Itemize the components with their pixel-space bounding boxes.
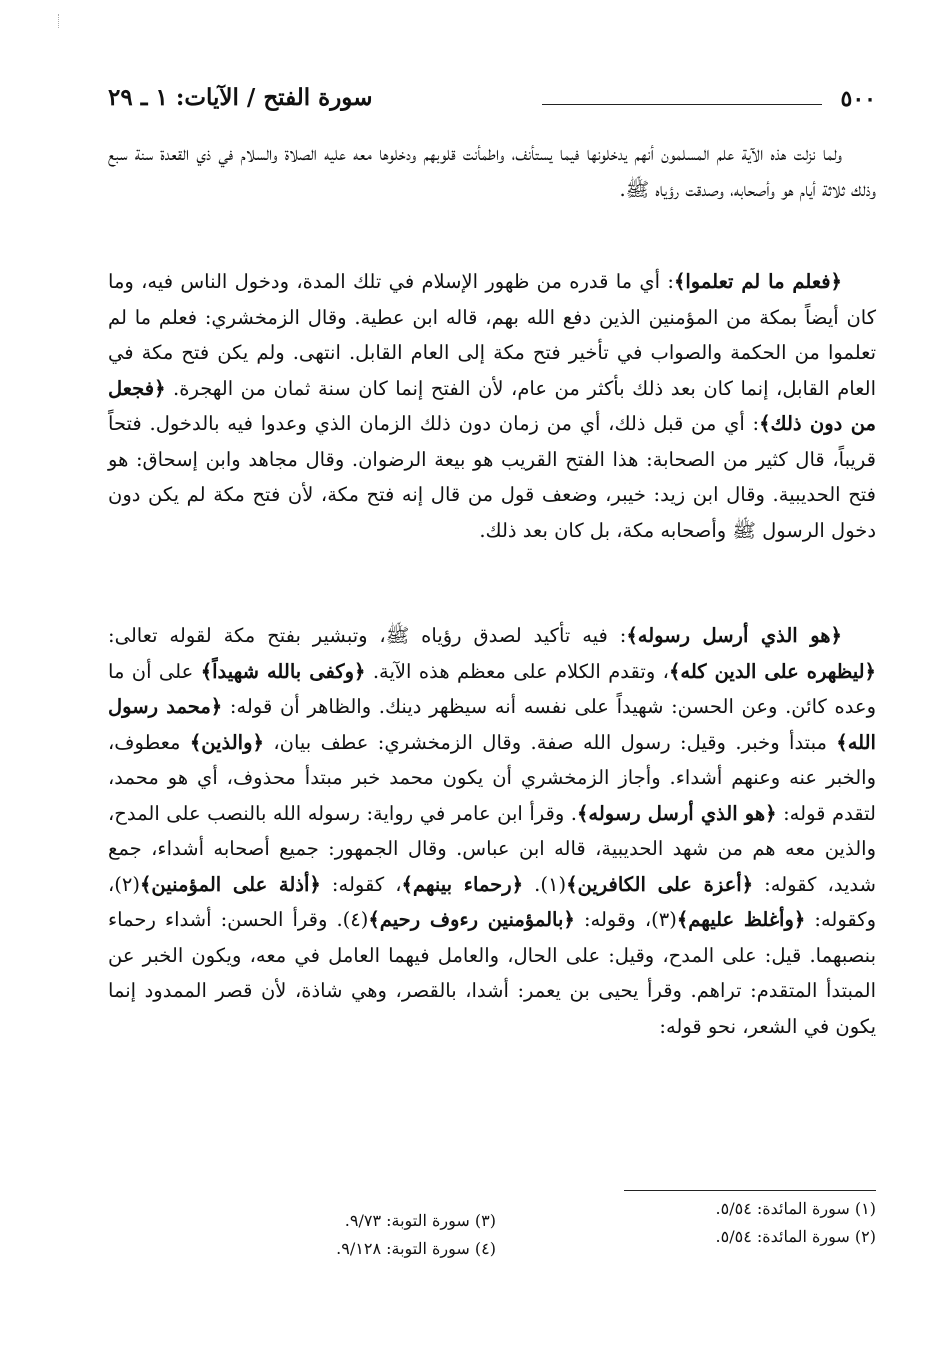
body-paragraph: [108, 136, 876, 207]
quran-quote: ﴿هو الذي أرسل رسوله﴾: [626, 624, 842, 647]
body-paragraph: [108, 618, 876, 1044]
paragraph-text: (٣)، وقوله:: [574, 908, 677, 931]
quran-quote: ﴿وأغلظ عليهم﴾: [676, 908, 806, 931]
paragraph-text: معطوف، والخبر عنه وعنهم أشداء. وأجاز الزمخشري أن يكون محمد خبر مبتدأ محذوف، أي هو محمد، لتقدم قوله:: [108, 730, 876, 825]
paragraph-text: . وقرأ ابن عامر في رواية: رسوله الله بالنصب على المدح، والذين معه هم من شهد الحديبية، قاله ابن عباس. وقال الجمهور: جميع أصحابه أشداء، جمع شديد، كقوله:: [108, 801, 876, 896]
quran-quote: ﴿والذين﴾: [189, 730, 264, 754]
quran-quote: ﴿أذلة على المؤمنين﴾: [140, 872, 321, 896]
quran-quote: ﴿بالمؤمنين رءوف رحيم﴾: [368, 908, 575, 931]
quran-quote: ﴿وكفى بالله شهيداً﴾: [200, 659, 366, 683]
footnote-1: (١) سورة المائدة: ٥/٥٤.: [715, 1199, 876, 1218]
footnote-3: (٣) سورة التوبة: ٩/٧٣.: [344, 1211, 496, 1230]
paragraph-text: مبتدأ وخبر. وقيل: رسول الله صفة. وقال الزمخشري: عطف بيان،: [263, 730, 837, 754]
paragraph-text: ، وتقدم الكلام على معظم هذه الآية.: [365, 659, 669, 683]
paragraph-text: على أن ما وعده كائن. وعن الحسن: شهيداً على نفسه أنه سيظهر دينك. والظاهر أن قوله:: [108, 659, 876, 718]
page-number: ٥٠٠: [840, 86, 876, 112]
quran-quote: ﴿رحماء بينهم﴾: [401, 872, 524, 896]
paragraph-text: (٤). وقرأ الحسن: أشداء رحماء بنصبهما. قيل: على المدح، وقيل: على الحال، والعامل فيهما العامل في معه، ويكون الخبر عن المبتدأ المتقدم: تراهم. وقرأ يحيى بن يعمر: أشدا، بالقصر، وهي شاذة، لأن قصر الممدود إنما يكون في الشعر، نحو قوله:: [108, 908, 876, 1038]
quran-quote: ﴿هو الذي أرسل رسوله﴾: [576, 801, 777, 825]
scan-mark: [58, 14, 65, 28]
quran-quote: ﴿فعلم ما لم تعلموا﴾: [673, 270, 842, 293]
footnote-rule: [624, 1190, 876, 1191]
quran-quote: ﴿أعزة على الكافرين﴾: [566, 872, 754, 896]
paragraph-text: : فيه تأكيد لصدق رؤياه ﷺ، وتبشير بفتح مكة لقوله تعالى:: [108, 624, 627, 647]
quran-quote: ﴿فجعل من دون ذلك﴾: [108, 376, 876, 435]
paragraph-text: : أي ما قدره من ظهور الإسلام في تلك المدة، ودخول الناس فيه، وما كان أيضاً بمكة من المؤمنين الذين دفع الله بهم، قاله ابن عطية. وقال الزمخشري: فعلم ما لم تعلموا من الحكمة والصواب في تأخير فتح مكة إلى العام القابل. انتهى. ولم يكن فتح مكة في العام القابل، إنما كان بعد ذلك بأكثر من عام، لأن الفتح إنما كان سنة ثمان من الهجرة.: [108, 270, 876, 400]
body-paragraph: [108, 264, 876, 548]
paragraph-text: (٢)، وكقوله:: [108, 872, 876, 931]
header-rule: [542, 104, 822, 105]
footnote-2: (٢) سورة المائدة: ٥/٥٤.: [715, 1227, 876, 1246]
page-title: سورة الفتح / الآيات: ١ ـ ٢٩: [108, 84, 373, 111]
footnote-4: (٤) سورة التوبة: ٩/١٢٨.: [336, 1239, 496, 1258]
paragraph-text: : أي من قبل ذلك، أي من زمان دون ذلك الزمان الذي وعدوا فيه بالدخول. فتحاً قريباً، قال كثير من الصحابة: هذا الفتح القريب هو بيعة الرضوان. وقال مجاهد وابن إسحاق: هو فتح الحديبية. وقال ابن زيد: خيبر، وضعف قول من قال إنه فتح مكة، لأن فتح مكة لم يكن دون دخول الرسول ﷺ وأصحابه مكة، بل كان بعد ذلك.: [108, 412, 876, 542]
paragraph-text: ولما نزلت هذه الآية علم المسلمون أنهم يدخلونها فيما يستأنف، واطمأنت قلوبهم ودخلوها معه عليه الصلاة والسلام في ذي القعدة سنة سبع وذلك ثلاثة أيام هو وأصحابه، وصدقت رؤياه ﷺ.: [108, 142, 876, 201]
page-header: [108, 80, 876, 120]
paragraph-text: (١).: [523, 872, 567, 896]
paragraph-text: ، كقوله:: [320, 872, 402, 896]
quran-quote: ﴿ليظهره على الدين كله﴾: [668, 659, 876, 683]
quran-quote: ﴿محمد رسول الله﴾: [108, 695, 876, 754]
